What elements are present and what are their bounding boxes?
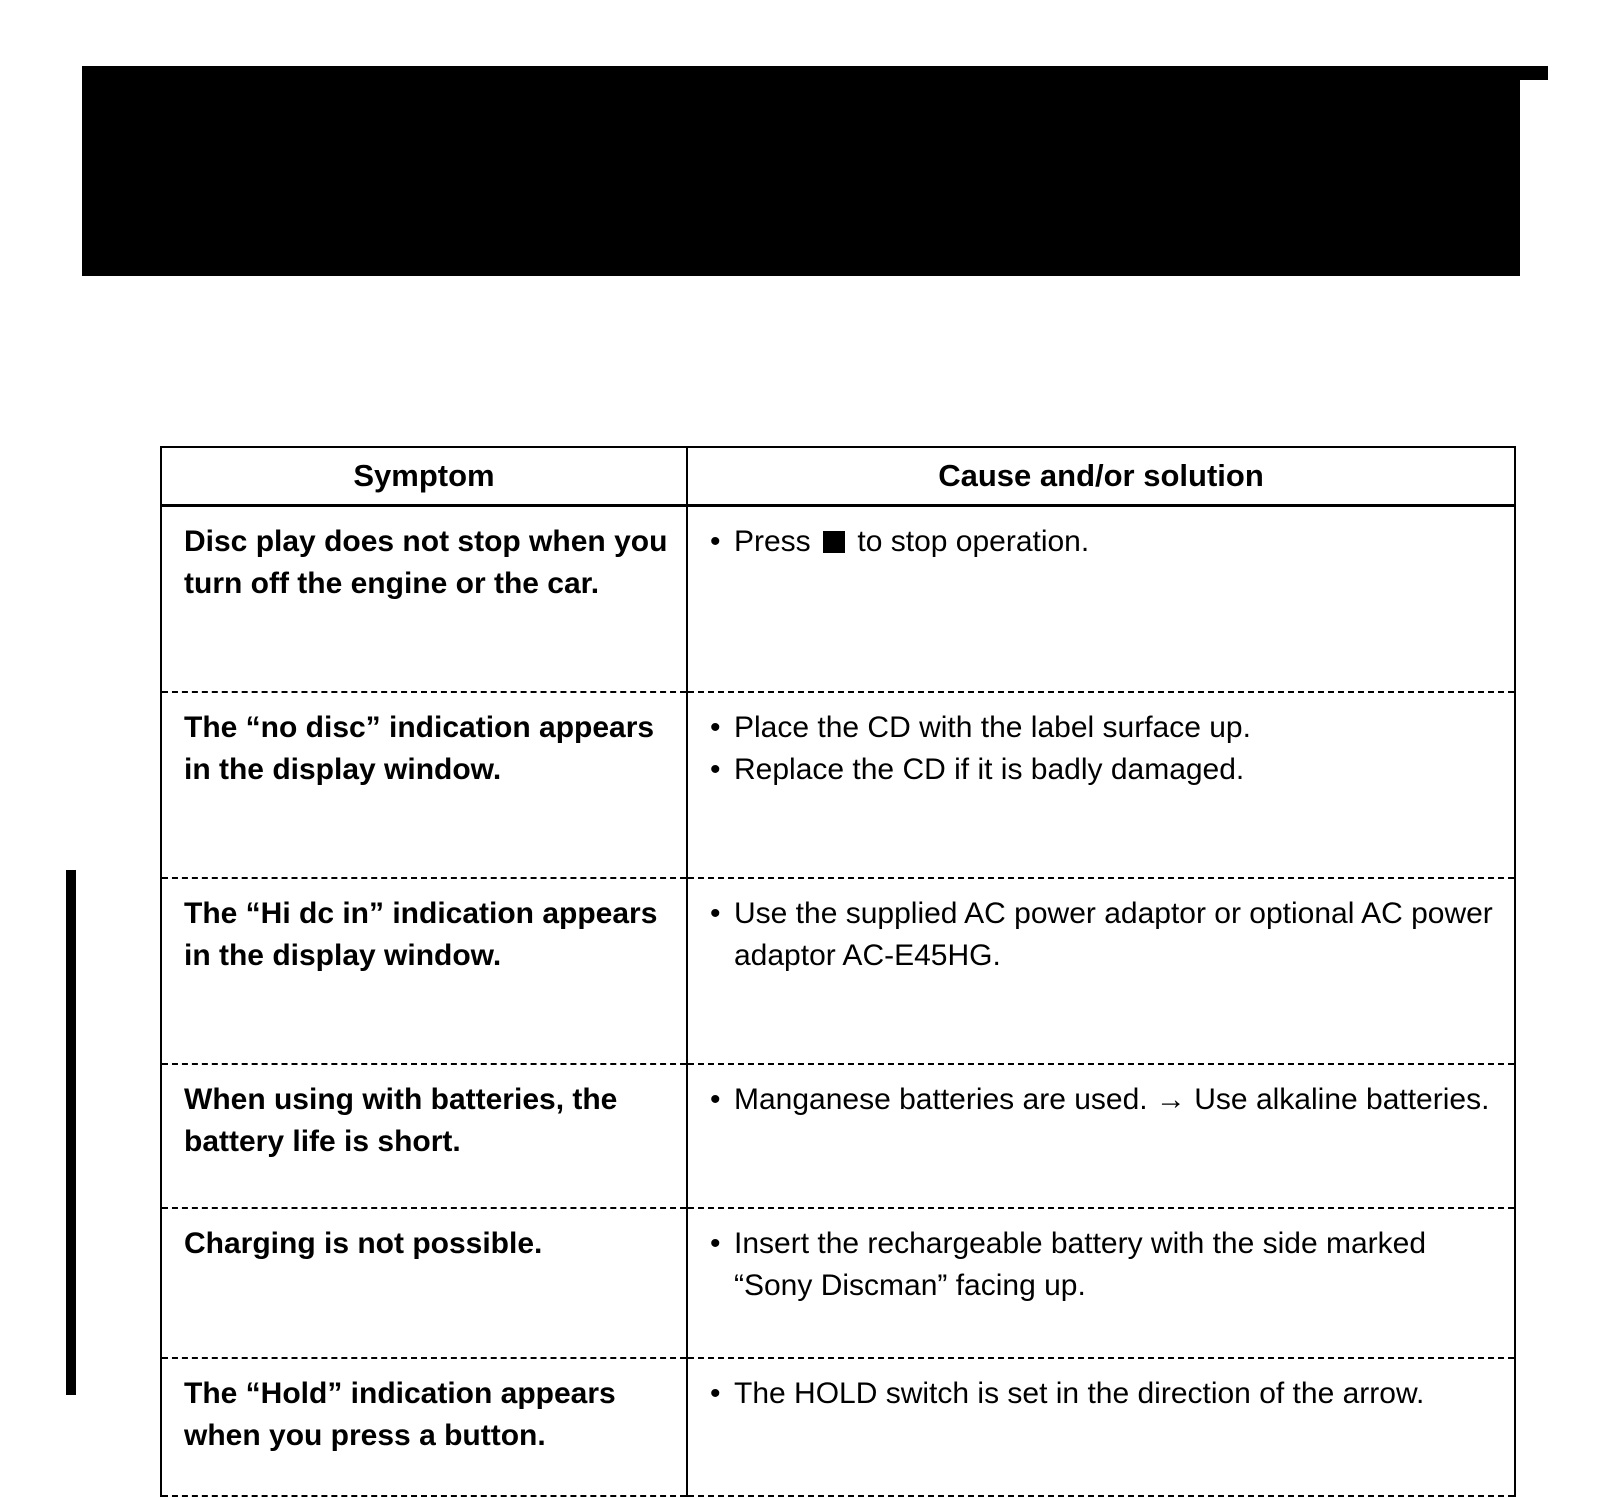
table-header-row bbox=[161, 447, 1515, 506]
symptom-cell: The “Hold” indication appears when you press a button. bbox=[161, 1358, 687, 1496]
symptom-cell: The “Hi dc in” indication appears in the display window. bbox=[161, 878, 687, 1064]
cause-text-after: to stop operation. bbox=[857, 525, 1090, 558]
bullet-icon: • bbox=[710, 753, 721, 786]
symptom-cell: When using with batteries, the battery life is short. bbox=[161, 1064, 687, 1208]
cause-item bbox=[710, 893, 1502, 977]
table-row bbox=[161, 692, 1515, 878]
cause-item bbox=[710, 521, 1502, 563]
header-banner bbox=[82, 66, 1520, 276]
table-row bbox=[161, 1064, 1515, 1208]
cause-cell bbox=[687, 1064, 1515, 1208]
cause-item bbox=[710, 1079, 1502, 1121]
symptom-column-header: Symptom bbox=[161, 447, 687, 506]
cause-text: Insert the rechargeable battery with the side marked “Sony Discman” facing up. bbox=[734, 1227, 1427, 1302]
cause-text: Replace the CD if it is badly damaged. bbox=[734, 753, 1245, 786]
cause-text-before: Press bbox=[734, 525, 811, 558]
cause-item bbox=[710, 1373, 1502, 1415]
cause-text: Use the supplied AC power adaptor or optional AC power adaptor AC-E45HG. bbox=[734, 897, 1493, 972]
cause-cell bbox=[687, 1358, 1515, 1496]
bullet-icon: • bbox=[710, 1227, 721, 1260]
cause-cell bbox=[687, 878, 1515, 1064]
table-row bbox=[161, 878, 1515, 1064]
header-banner-edge bbox=[1520, 66, 1548, 80]
table-row bbox=[161, 506, 1515, 693]
bullet-icon: • bbox=[710, 897, 721, 930]
cause-cell bbox=[687, 1208, 1515, 1358]
table-row bbox=[161, 1358, 1515, 1496]
symptom-cell: Disc play does not stop when you turn off the engine or the car. bbox=[161, 506, 687, 693]
table-row bbox=[161, 1208, 1515, 1358]
cause-item bbox=[710, 749, 1502, 791]
cause-text: The HOLD switch is set in the direction of the arrow. bbox=[734, 1377, 1425, 1410]
cause-cell bbox=[687, 506, 1515, 693]
bullet-icon: • bbox=[710, 1377, 721, 1410]
bullet-icon: • bbox=[710, 711, 721, 744]
cause-item bbox=[710, 1223, 1502, 1307]
cause-text: Place the CD with the label surface up. bbox=[734, 711, 1251, 744]
stop-square-icon bbox=[823, 531, 845, 553]
cause-item bbox=[710, 707, 1502, 749]
symptom-cell: Charging is not possible. bbox=[161, 1208, 687, 1358]
bullet-icon: • bbox=[710, 1083, 721, 1116]
cause-column-header: Cause and/or solution bbox=[687, 447, 1515, 506]
cause-cell bbox=[687, 692, 1515, 878]
troubleshooting-table bbox=[160, 446, 1516, 1497]
cause-text: Manganese batteries are used. → Use alkaline batteries. bbox=[734, 1083, 1490, 1116]
symptom-cell: The “no disc” indication appears in the display window. bbox=[161, 692, 687, 878]
margin-rule bbox=[66, 870, 76, 1395]
bullet-icon: • bbox=[710, 525, 721, 558]
